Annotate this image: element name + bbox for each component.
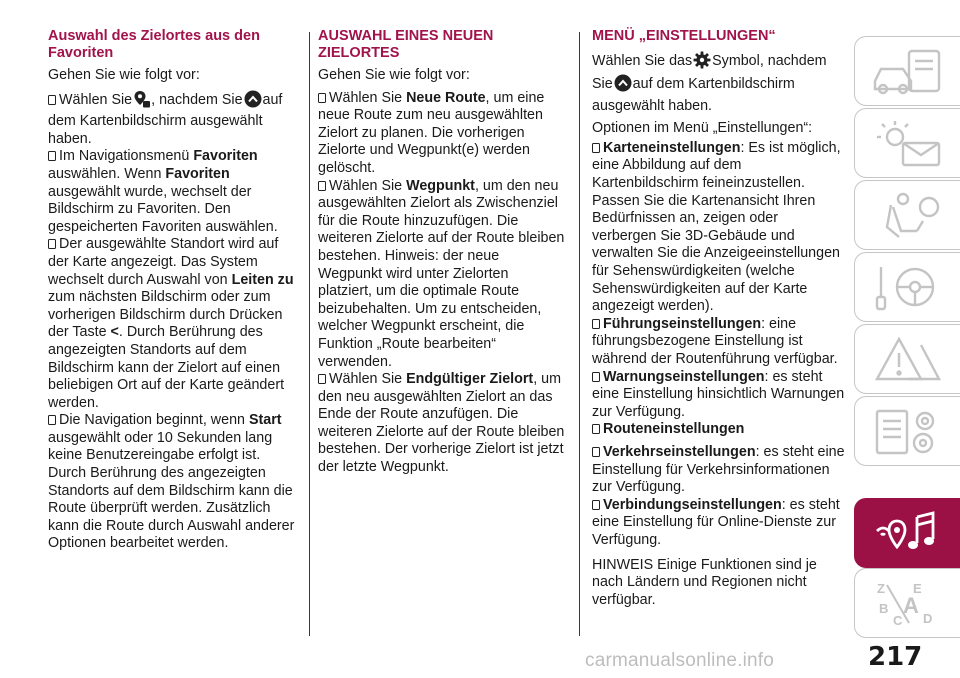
intro-text: Gehen Sie wie folgt vor:: [318, 67, 470, 83]
bullet-icon: [592, 372, 600, 382]
bullet-icon: [48, 415, 56, 425]
chevron-up-icon: [244, 90, 262, 114]
warning-lights-tab[interactable]: [854, 108, 960, 178]
svg-text:D: D: [923, 611, 933, 626]
seat-airbag-icon: [873, 191, 945, 241]
svg-text:Z: Z: [877, 581, 885, 596]
multimedia-tab[interactable]: [854, 498, 960, 568]
hazard-triangle-icon: [873, 335, 945, 385]
bullet-icon: [48, 95, 56, 105]
emergency-tab[interactable]: [854, 324, 960, 394]
option-item: Führungseinstellungen: eine führungsbezogene Einstellung ist während der Routenführung verfügbar.: [592, 315, 838, 367]
intro-text: Gehen Sie wie folgt vor:: [48, 67, 200, 83]
step-item: Wählen Sie Endgültiger Zielort, um den neu ausgewählten Zielort an das Ende der Route anzufügen. Die weiteren Zielorte auf der Route bleiben bestehen. Der vorherige Zielort ist jetzt der letzte Wegpunkt.: [318, 371, 565, 476]
svg-text:E: E: [913, 581, 922, 596]
svg-text:A: A: [903, 593, 919, 618]
column-favorites: [48, 28, 296, 553]
multimedia-navigation-icon: [873, 509, 945, 559]
column-settings-menu: [592, 28, 846, 614]
settings-intro: Wählen Sie das Symbol, nachdem Sie auf dem Kartenbildschirm ausgewählt haben.: [592, 52, 827, 114]
watermark-text: carmanualsonline.info: [585, 650, 775, 671]
section-heading-settings: MENÜ „EINSTELLUNGEN“: [592, 28, 776, 44]
step-item: Wählen Sie , nachdem Sie auf dem Kartenbildschirm ausgewählt haben.: [48, 91, 283, 147]
alphabetical-index-icon: [873, 579, 945, 629]
bullet-icon: [592, 447, 600, 457]
bullet-icon: [318, 181, 326, 191]
step-item: Die Navigation beginnt, wenn Start ausgewählt oder 10 Sekunden lang keine Benutzereingabe erfolgt ist. Durch Berührung des angezeigten Standorts auf dem Bildschirm kann die Route überprüft werden. Zusätzlich kann die Route durch Auswahl anderer Optionen bearbeitet werden.: [48, 412, 295, 552]
maintenance-checklist-icon: [873, 407, 945, 457]
column-divider: [579, 32, 580, 636]
car-info-tab[interactable]: [854, 36, 960, 106]
svg-text:C: C: [893, 613, 903, 628]
section-heading-new-destination: AUSWAHL EINES NEUEN ZIELORTES: [318, 28, 494, 61]
key-steering-tab[interactable]: [854, 252, 960, 322]
option-item: Warnungseinstellungen: es steht eine Einstellung hinsichtlich Warnungen zur Verfügung.: [592, 368, 845, 420]
bullet-icon: [592, 500, 600, 510]
option-item: Verkehrseinstellungen: es steht eine Einstellung für Verkehrsinformationen zur Verfügung.: [592, 443, 845, 496]
bullet-icon: [48, 239, 56, 249]
chevron-up-icon: [614, 74, 632, 98]
bullet-icon: [318, 93, 326, 103]
warning-lights-icon: [873, 119, 945, 169]
car-info-icon: [873, 47, 945, 97]
section-heading-favorites: Auswahl des Zielortes aus den Favoriten: [48, 28, 260, 61]
step-item: Wählen Sie Neue Route, um eine neue Route zum neu ausgewählten Zielort zu planen. Die vorherigen Zielorte und Wegpunkt(e) werden gelöscht.: [318, 89, 545, 176]
bullet-icon: [592, 424, 600, 434]
svg-text:B: B: [879, 601, 889, 616]
column-divider: [309, 32, 310, 636]
page-number: 217: [868, 642, 923, 672]
step-item: Im Navigationsmenü Favoriten auswählen. Wenn Favoriten ausgewählt wurde, wechselt der Bildschirm zu Favoriten. Den gespeicherten Favoriten auswählen.: [48, 148, 278, 235]
step-item: Wählen Sie Wegpunkt, um den neu ausgewählten Zielort als Zwischenziel für die Route hinzuzufügen. Die weiteren Zielorte auf der Route bleiben bestehen. Hinweis: der neue Wegpunkt wird unter Zielorten platziert, um die optimale Route beizubehalten. Um zu entscheiden, welcher Wegpunkt erscheint, die Funktion „Route bearbeiten“ verwenden.: [318, 177, 565, 370]
column-new-destination: [318, 28, 566, 477]
bullet-icon: [592, 143, 600, 153]
step-item: Der ausgewählte Standort wird auf der Karte angezeigt. Das System wechselt durch Auswahl von Leiten zu zum nächsten Bildschirm oder zum vorherigen Bildschirm durch Drücken der Taste <. Durch Berührung des angezeigten Standorts auf dem Bildschirm kann der Zielort auf einen beliebigen Ort auf der Karte geändert werden.: [48, 236, 294, 411]
option-item: Routeneinstellungen: [592, 421, 846, 439]
favorite-destination-icon: [133, 90, 150, 114]
key-steering-wheel-icon: [873, 263, 945, 313]
index-tab[interactable]: [854, 568, 960, 638]
bullet-icon: [318, 374, 326, 384]
option-item: Karteneinstellungen: Es ist möglich, eine Abbildung auf dem Kartenbildschirm feineinzustellen. Passen Sie die Kartenansicht Ihren Bedürfnissen an, zeigen oder verbergen Sie 3D-Gebäude und verwalten Sie die Anzeigeeinstellungen für Sehenswürdigkeiten (welche Sehenswürdigkeiten auf der Karte angezeigt werden).: [592, 139, 841, 315]
option-item: Verbindungseinstellungen: es steht eine Einstellung für Online-Dienste zur Verfügung.: [592, 496, 840, 548]
note-text: HINWEIS Einige Funktionen sind je nach Ländern und Regionen nicht verfügbar.: [592, 556, 817, 608]
maintenance-tab[interactable]: [854, 396, 960, 466]
bullet-icon: [48, 151, 56, 161]
options-intro: Optionen im Menü „Einstellungen“:: [592, 120, 813, 137]
seat-airbag-tab[interactable]: [854, 180, 960, 250]
settings-gear-icon: [693, 51, 711, 75]
bullet-icon: [592, 319, 600, 329]
